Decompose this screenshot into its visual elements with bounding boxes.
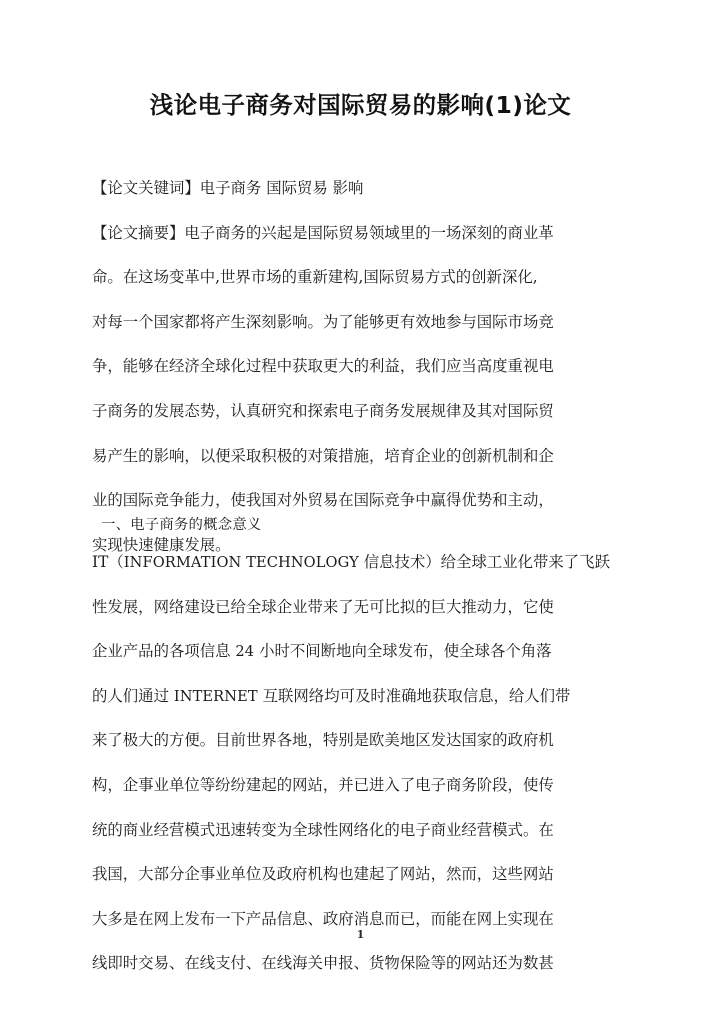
body-text-suffix: 小时不间断地向全球发布，使全球各个角落 <box>254 642 552 661</box>
abstract-line: 命。在这场变革中,世界市场的重新建构,国际贸易方式的创新深化, <box>92 268 538 287</box>
body-text-suffix: 信息技术）给全球工业化带来了飞跃 <box>358 553 610 571</box>
body-text-suffix: 互联网络均可及时准确地获取信息，给人们带 <box>257 686 571 705</box>
body-line: 我国，大部分企事业单位及政府机构也建起了网站，然而，这些网站 <box>92 865 554 884</box>
body-line: 性发展，网络建设已给全球企业带来了无可比拟的巨大推动力，它使 <box>92 597 554 616</box>
abstract-line: 易产生的影响，以便采取积极的对策措施，培育企业的创新机制和企 <box>92 446 554 465</box>
body-text-latin: INTERNET <box>173 687 258 705</box>
body-line <box>92 629 629 674</box>
page-title: 浅论电子商务对国际贸易的影响(1)论文 <box>149 91 572 119</box>
body-text-prefix: 的人们通过 <box>92 686 174 705</box>
body-block <box>92 540 629 986</box>
body-text-number: 24 <box>235 643 255 661</box>
body-line: 线即时交易、在线支付、在线海关申报、货物保险等的网站还为数甚 <box>92 954 554 973</box>
body-line <box>92 674 629 719</box>
body-text-prefix: IT（ <box>92 553 124 571</box>
body-text-prefix: 企业产品的各项信息 <box>92 642 236 661</box>
page-number: 1 <box>356 928 365 941</box>
body-line: 来了极大的方便。目前世界各地，特别是欧美地区发达国家的政府机 <box>92 731 554 750</box>
section-heading: 一、电子商务的概念意义 <box>101 517 262 533</box>
abstract-line: 对每一个国家都将产生深刻影响。为了能够更有效地参与国际市场竞 <box>92 312 554 331</box>
body-line <box>92 540 629 585</box>
body-text-latin: INFORMATION TECHNOLOGY <box>123 554 359 571</box>
body-line: 构，企事业单位等纷纷建起的网站，并已进入了电子商务阶段，使传 <box>92 775 554 794</box>
abstract-line: 子商务的发展态势，认真研究和探索电子商务发展规律及其对国际贸 <box>92 401 554 420</box>
abstract-line: 实现快速健康发展。 <box>92 535 231 554</box>
abstract-line: 争，能够在经济全球化过程中获取更大的利益，我们应当高度重视电 <box>92 357 554 376</box>
abstract-line: 业的国际竞争能力，使我国对外贸易在国际竞争中赢得优势和主动， <box>92 491 554 510</box>
keywords-line: 【论文关键词】电子商务 国际贸易 影响 <box>92 179 364 197</box>
body-line: 大多是在网上发布一下产品信息、政府消息而已，而能在网上实现在 <box>92 909 554 928</box>
abstract-line: 【论文摘要】电子商务的兴起是国际贸易领域里的一场深刻的商业革 <box>92 223 554 242</box>
body-line: 统的商业经营模式迅速转变为全球性网络化的电子商业经营模式。在 <box>92 820 554 839</box>
